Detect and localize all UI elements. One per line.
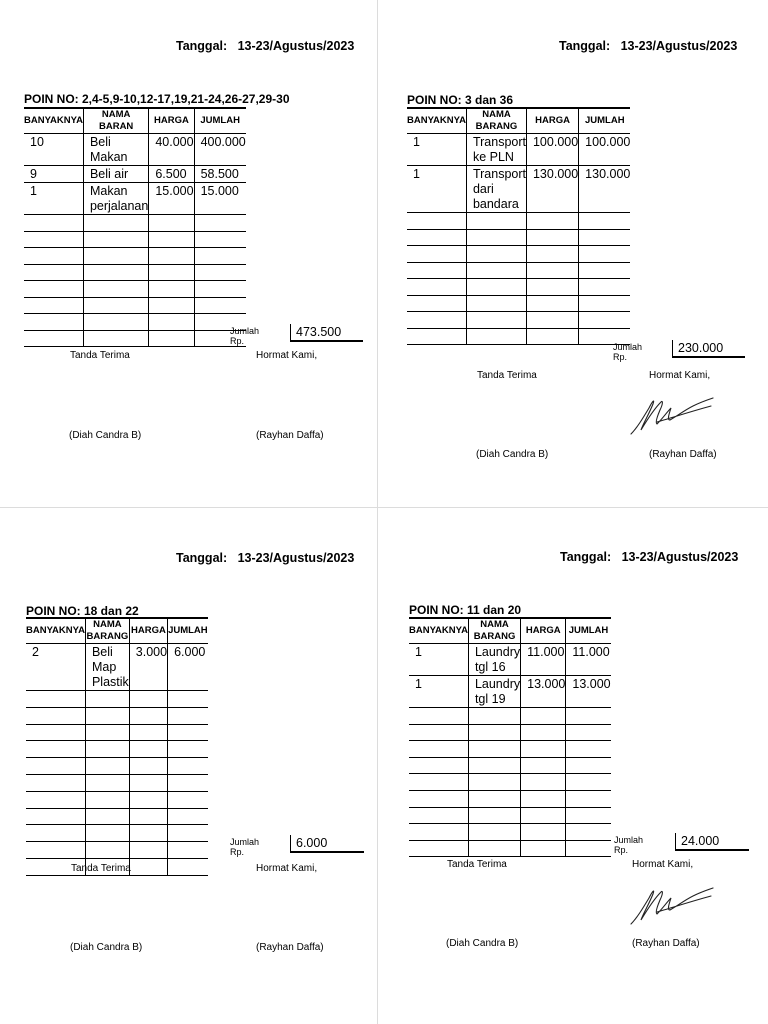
item-name-cell <box>468 807 520 824</box>
item-name-cell <box>468 741 520 758</box>
amount-cell: 100.000 <box>579 134 631 166</box>
column-header: JUMLAH <box>168 618 208 644</box>
item-name-cell <box>466 295 526 312</box>
amount-cell <box>579 312 631 329</box>
table-row <box>26 724 208 741</box>
date-value: 13-23/Agustus/2023 <box>237 551 355 565</box>
amount-cell <box>566 741 611 758</box>
amount-cell <box>579 213 631 230</box>
quantity-cell <box>409 724 468 741</box>
item-name-cell <box>468 790 520 807</box>
amount-cell <box>566 774 611 791</box>
item-name-cell <box>466 246 526 263</box>
item-name-cell <box>83 297 148 314</box>
price-cell <box>521 840 566 857</box>
item-name-cell <box>468 840 520 857</box>
amount-cell <box>579 295 631 312</box>
column-header: HARGA <box>149 108 194 134</box>
item-name-cell <box>466 279 526 296</box>
date-label: Tanggal: <box>176 551 228 565</box>
column-header: NAMA BARANG <box>466 108 526 134</box>
receipt-date <box>559 39 737 53</box>
price-cell <box>129 724 167 741</box>
price-cell: 100.000 <box>526 134 578 166</box>
column-header: HARGA <box>521 618 566 644</box>
table-row <box>26 644 208 691</box>
amount-cell: 130.000 <box>579 166 631 213</box>
amount-cell <box>566 840 611 857</box>
amount-cell <box>168 758 208 775</box>
price-cell <box>526 295 578 312</box>
quantity-cell <box>407 213 466 230</box>
table-row <box>24 264 246 281</box>
quantity-cell <box>24 231 83 248</box>
amount-cell <box>194 264 246 281</box>
date-label: Tanggal: <box>560 550 612 564</box>
table-row <box>24 248 246 265</box>
price-cell <box>129 842 167 859</box>
table-row <box>407 229 630 246</box>
table-row <box>407 262 630 279</box>
price-cell <box>149 281 194 298</box>
quantity-cell: 9 <box>24 166 83 183</box>
receiver-name: (Diah Candra B) <box>446 938 519 949</box>
total-label: Jumlah Rp. <box>613 342 643 362</box>
receipt-date <box>560 550 738 564</box>
quantity-cell <box>409 741 468 758</box>
quantity-cell: 1 <box>409 644 468 676</box>
item-name-cell: Beli Makan <box>83 134 148 166</box>
table-row <box>409 708 611 725</box>
amount-cell <box>579 262 631 279</box>
total-amount: 473.500 <box>290 324 363 342</box>
amount-cell: 15.000 <box>194 183 246 215</box>
table-row <box>409 724 611 741</box>
price-cell <box>129 858 167 875</box>
table-row <box>26 758 208 775</box>
quantity-cell <box>26 758 85 775</box>
table-row <box>26 842 208 859</box>
amount-cell <box>168 691 208 708</box>
quantity-cell <box>26 791 85 808</box>
amount-cell <box>579 246 631 263</box>
table-row <box>24 166 246 183</box>
total-label: Jumlah Rp. <box>230 837 260 857</box>
item-name-cell <box>85 758 129 775</box>
price-cell <box>526 246 578 263</box>
poin-number: POIN NO: 3 dan 36 <box>407 93 514 107</box>
quantity-cell <box>26 825 85 842</box>
table-row <box>26 741 208 758</box>
receiver-label: Tanda Terima <box>447 859 507 870</box>
quantity-cell <box>409 824 468 841</box>
amount-cell <box>194 231 246 248</box>
item-name-cell <box>466 262 526 279</box>
receipt-date <box>176 39 354 53</box>
item-name-cell <box>468 757 520 774</box>
price-cell <box>149 330 194 347</box>
item-name-cell: Beli Map Plastik <box>85 644 129 691</box>
quantity-cell <box>24 215 83 232</box>
table-row <box>24 330 246 347</box>
quantity-cell <box>26 707 85 724</box>
column-header: BANYAKNYA <box>24 108 83 134</box>
amount-cell: 58.500 <box>194 166 246 183</box>
table-row <box>24 314 246 331</box>
quantity-cell <box>26 724 85 741</box>
item-name-cell <box>83 215 148 232</box>
table-header-row <box>24 108 246 134</box>
quantity-cell <box>24 264 83 281</box>
date-value: 13-23/Agustus/2023 <box>621 550 739 564</box>
item-name-cell <box>83 281 148 298</box>
table-row <box>26 707 208 724</box>
price-cell <box>521 757 566 774</box>
table-row <box>26 808 208 825</box>
sender-label: Hormat Kami, <box>256 863 318 874</box>
price-cell: 6.500 <box>149 166 194 183</box>
items-table <box>24 107 246 347</box>
quantity-cell <box>407 295 466 312</box>
column-header: NAMA BARANG <box>468 618 520 644</box>
table-header-row <box>409 618 611 644</box>
table-row <box>407 312 630 329</box>
quantity-cell: 2 <box>26 644 85 691</box>
price-cell <box>521 774 566 791</box>
quantity-cell <box>26 691 85 708</box>
price-cell <box>149 248 194 265</box>
items-table <box>409 617 611 857</box>
amount-cell <box>566 824 611 841</box>
total-label: Jumlah Rp. <box>614 835 644 855</box>
total-amount: 230.000 <box>672 340 745 358</box>
amount-cell <box>194 215 246 232</box>
table-header-row <box>407 108 630 134</box>
item-name-cell <box>466 213 526 230</box>
quantity-cell: 1 <box>24 183 83 215</box>
price-cell <box>526 213 578 230</box>
price-cell <box>129 707 167 724</box>
items-table <box>407 107 630 345</box>
items-table <box>26 617 208 876</box>
table-row <box>24 297 246 314</box>
item-name-cell <box>85 741 129 758</box>
item-name-cell <box>85 724 129 741</box>
item-name-cell <box>466 312 526 329</box>
quantity-cell <box>409 708 468 725</box>
amount-cell <box>168 842 208 859</box>
amount-cell: 13.000 <box>566 676 611 708</box>
price-cell <box>149 297 194 314</box>
table-row <box>409 840 611 857</box>
receiver-name: (Diah Candra B) <box>476 449 549 460</box>
amount-cell: 6.000 <box>168 644 208 691</box>
table-row <box>24 215 246 232</box>
sender-name: (Rayhan Daffa) <box>649 449 717 460</box>
item-name-cell <box>466 328 526 345</box>
table-row <box>26 774 208 791</box>
amount-cell <box>168 825 208 842</box>
price-cell <box>149 314 194 331</box>
signature-image <box>627 880 717 930</box>
price-cell <box>129 774 167 791</box>
quantity-cell <box>26 842 85 859</box>
column-header: JUMLAH <box>194 108 246 134</box>
quantity-cell <box>26 774 85 791</box>
amount-cell <box>579 229 631 246</box>
price-cell <box>129 791 167 808</box>
item-name-cell: Makan perjalanan <box>83 183 148 215</box>
price-cell <box>129 825 167 842</box>
column-header: NAMA BARANG <box>86 619 129 642</box>
table-row <box>407 213 630 230</box>
signature-image <box>627 390 717 440</box>
sender-name: (Rayhan Daffa) <box>256 430 324 441</box>
quantity-cell <box>24 281 83 298</box>
table-row <box>409 741 611 758</box>
price-cell <box>521 790 566 807</box>
quantity-cell <box>407 328 466 345</box>
amount-cell <box>566 790 611 807</box>
column-header: JUMLAH <box>566 618 611 644</box>
quantity-cell <box>409 790 468 807</box>
amount-cell <box>566 724 611 741</box>
price-cell <box>521 807 566 824</box>
amount-cell <box>168 724 208 741</box>
price-cell <box>526 328 578 345</box>
item-name-cell <box>85 774 129 791</box>
price-cell <box>129 808 167 825</box>
amount-cell <box>168 808 208 825</box>
price-cell <box>521 824 566 841</box>
column-header: BANYAKNYA <box>409 618 468 644</box>
sender-name: (Rayhan Daffa) <box>632 938 700 949</box>
table-row <box>407 295 630 312</box>
price-cell <box>521 708 566 725</box>
poin-number: POIN NO: 2,4-5,9-10,12-17,19,21-24,26-27,29-30 <box>24 92 290 106</box>
sender-label: Hormat Kami, <box>632 859 694 870</box>
price-cell <box>129 758 167 775</box>
item-name-cell <box>85 707 129 724</box>
table-row <box>24 183 246 215</box>
table-row <box>407 279 630 296</box>
date-value: 13-23/Agustus/2023 <box>620 39 738 53</box>
price-cell <box>149 215 194 232</box>
sender-label: Hormat Kami, <box>649 370 711 381</box>
price-cell <box>526 312 578 329</box>
table-header-row <box>26 618 208 644</box>
table-row <box>26 691 208 708</box>
table-row <box>409 774 611 791</box>
price-cell <box>526 229 578 246</box>
table-row <box>407 166 630 213</box>
price-cell <box>129 741 167 758</box>
poin-number: POIN NO: 18 dan 22 <box>26 604 139 618</box>
table-row <box>407 328 630 345</box>
quantity-cell: 1 <box>409 676 468 708</box>
table-row <box>409 644 611 676</box>
item-name-cell: Beli air <box>83 166 148 183</box>
price-cell <box>129 691 167 708</box>
amount-cell: 11.000 <box>566 644 611 676</box>
price-cell <box>149 264 194 281</box>
receiver-label: Tanda Terima <box>71 863 131 874</box>
price-cell: 3.000 <box>129 644 167 691</box>
receipt-date <box>176 551 354 565</box>
quantity-cell <box>26 808 85 825</box>
total-amount: 6.000 <box>290 835 364 853</box>
amount-cell <box>194 281 246 298</box>
quantity-cell <box>26 741 85 758</box>
price-cell: 40.000 <box>149 134 194 166</box>
item-name-cell <box>468 724 520 741</box>
date-label: Tanggal: <box>559 39 611 53</box>
item-name-cell <box>83 231 148 248</box>
quantity-cell <box>24 314 83 331</box>
price-cell <box>149 231 194 248</box>
quantity-cell <box>409 807 468 824</box>
receiver-name: (Diah Candra B) <box>70 942 143 953</box>
table-row <box>26 825 208 842</box>
table-row <box>409 790 611 807</box>
quantity-cell <box>407 229 466 246</box>
amount-cell <box>566 708 611 725</box>
price-cell: 15.000 <box>149 183 194 215</box>
item-name-cell <box>85 691 129 708</box>
item-name-cell <box>85 825 129 842</box>
item-name-cell <box>83 330 148 347</box>
quantity-cell <box>24 248 83 265</box>
item-name-cell: Transport ke PLN <box>466 134 526 166</box>
table-row <box>409 676 611 708</box>
item-name-cell <box>466 229 526 246</box>
quantity-cell <box>407 246 466 263</box>
amount-cell <box>566 807 611 824</box>
item-name-cell <box>468 774 520 791</box>
total-label: Jumlah Rp. <box>230 326 260 346</box>
amount-cell <box>194 248 246 265</box>
quantity-cell: 1 <box>407 166 466 213</box>
amount-cell <box>168 741 208 758</box>
item-name-cell <box>85 842 129 859</box>
receiver-label: Tanda Terima <box>70 350 130 361</box>
table-row <box>409 824 611 841</box>
receiver-label: Tanda Terima <box>477 370 537 381</box>
amount-cell <box>579 279 631 296</box>
table-row <box>26 791 208 808</box>
quantity-cell <box>407 262 466 279</box>
sender-name: (Rayhan Daffa) <box>256 942 324 953</box>
table-row <box>409 757 611 774</box>
quantity-cell <box>407 312 466 329</box>
column-header: HARGA <box>129 618 167 644</box>
item-name-cell: Laundry tgl 16 <box>468 644 520 676</box>
quantity-cell: 10 <box>24 134 83 166</box>
amount-cell <box>566 757 611 774</box>
amount-cell <box>168 774 208 791</box>
price-cell: 13.000 <box>521 676 566 708</box>
sender-label: Hormat Kami, <box>256 350 318 361</box>
table-row <box>24 231 246 248</box>
amount-cell <box>194 297 246 314</box>
item-name-cell <box>83 248 148 265</box>
item-name-cell <box>83 314 148 331</box>
total-amount: 24.000 <box>675 833 749 851</box>
amount-cell <box>168 707 208 724</box>
quantity-cell <box>24 330 83 347</box>
quantity-cell <box>407 279 466 296</box>
price-cell <box>526 262 578 279</box>
quantity-cell <box>409 774 468 791</box>
page-divider-vertical <box>377 0 378 1024</box>
date-value: 13-23/Agustus/2023 <box>237 39 355 53</box>
price-cell <box>521 741 566 758</box>
price-cell: 130.000 <box>526 166 578 213</box>
item-name-cell <box>468 708 520 725</box>
table-row <box>407 134 630 166</box>
receiver-name: (Diah Candra B) <box>69 430 142 441</box>
amount-cell <box>168 858 208 875</box>
item-name-cell <box>468 824 520 841</box>
price-cell <box>526 279 578 296</box>
item-name-cell: Transport dari bandara <box>466 166 526 213</box>
date-label: Tanggal: <box>176 39 228 53</box>
quantity-cell: 1 <box>407 134 466 166</box>
table-row <box>24 281 246 298</box>
poin-number: POIN NO: 11 dan 20 <box>409 603 522 617</box>
column-header: BANYAKNYA <box>407 108 466 134</box>
item-name-cell <box>85 808 129 825</box>
column-header: NAMA BARAN <box>83 108 148 134</box>
table-row <box>409 807 611 824</box>
quantity-cell <box>409 840 468 857</box>
quantity-cell <box>409 757 468 774</box>
item-name-cell <box>85 791 129 808</box>
amount-cell <box>168 791 208 808</box>
page-divider-horizontal <box>0 507 768 508</box>
item-name-cell <box>83 264 148 281</box>
table-row <box>24 134 246 166</box>
table-row <box>407 246 630 263</box>
price-cell: 11.000 <box>521 644 566 676</box>
column-header: JUMLAH <box>579 108 631 134</box>
quantity-cell <box>24 297 83 314</box>
column-header: HARGA <box>526 108 578 134</box>
item-name-cell: Laundry tgl 19 <box>468 676 520 708</box>
column-header: BANYAKNYA <box>26 618 85 644</box>
amount-cell: 400.000 <box>194 134 246 166</box>
price-cell <box>521 724 566 741</box>
